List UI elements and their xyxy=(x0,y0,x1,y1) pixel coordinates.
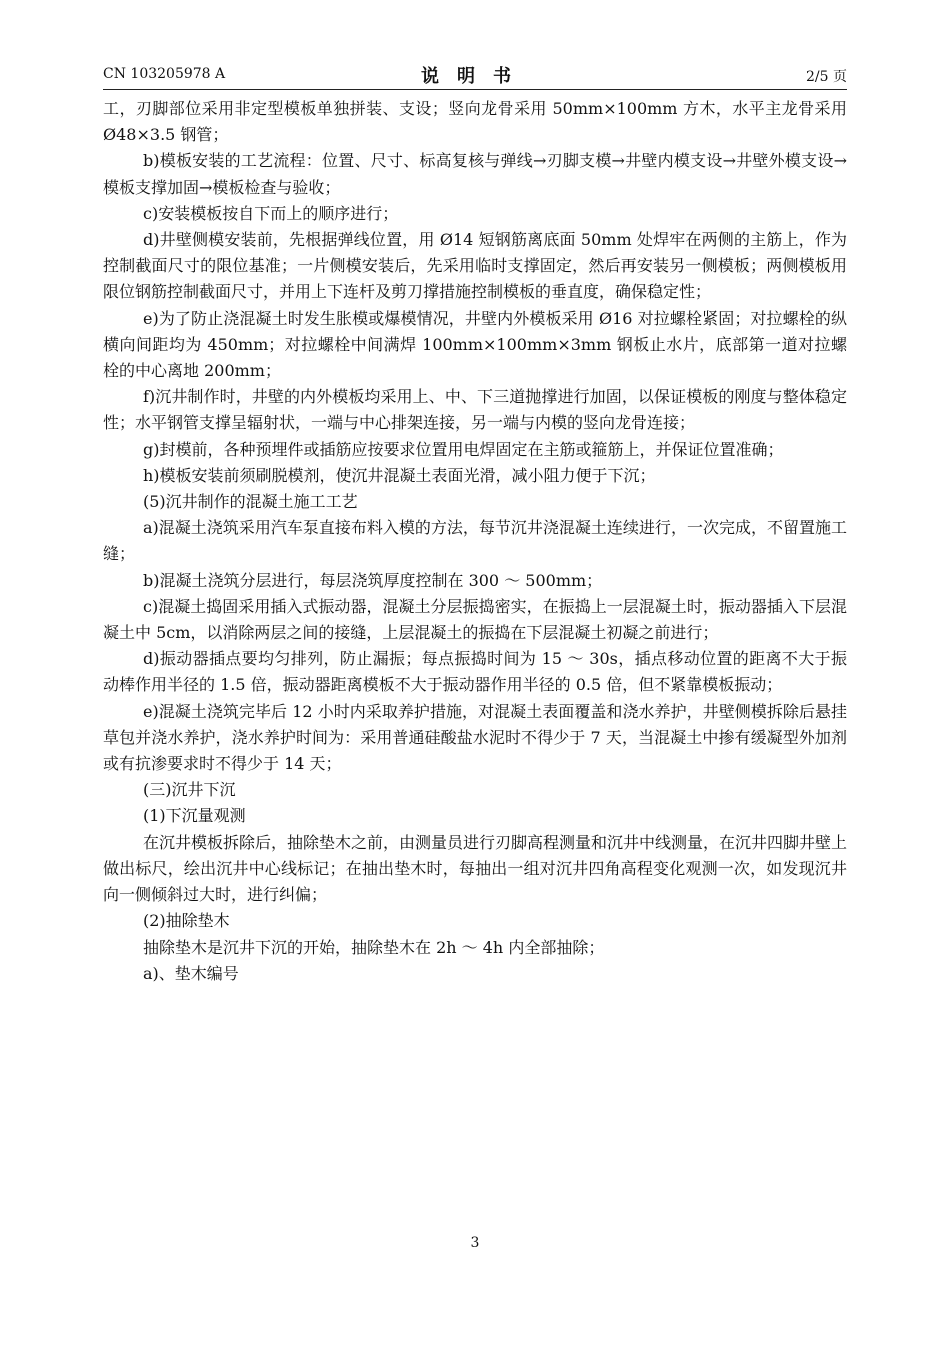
section-title: 说明书 xyxy=(421,66,529,87)
paragraph: e)混凝土浇筑完毕后 12 小时内采取养护措施，对混凝土表面覆盖和浇水养护，井壁侧模拆除后悬挂草包并浇水养护，浇水养护时间为：采用普通硅酸盐水泥时不得少于 7 天，当混凝土中掺有缓凝型外加剂或有抗渗要求时不得少于 14 天； xyxy=(103,701,847,774)
paragraph: b)模板安装的工艺流程：位置、尺寸、标高复核与弹线→刃脚支模→井壁内模支设→井壁外模支设→模板支撑加固→模板检查与验收； xyxy=(103,151,847,197)
patent-number: CN 103205978 A xyxy=(103,66,226,82)
header-divider xyxy=(103,89,847,90)
section-heading: (三)沉井下沉 xyxy=(143,780,236,800)
page-header xyxy=(103,62,847,88)
paragraph: e)为了防止浇混凝土时发生胀模或爆模情况，井壁内外模板采用 Ø16 对拉螺栓紧固；对拉螺栓的纵横向间距均为 450mm；对拉螺栓中间满焊 100mm×100mm×3mm 钢板止水片，底部第一道对拉螺栓的中心离地 200mm； xyxy=(103,308,847,381)
paragraph: a)混凝土浇筑采用汽车泵直接布料入模的方法，每节沉井浇混凝土连续进行，一次完成，不留置施工缝； xyxy=(103,518,847,564)
paragraph: a)、垫木编号 xyxy=(143,963,239,983)
paragraph: d)振动器插点要均匀排列，防止漏振；每点振捣时间为 15 ～ 30s，插点移动位置的距离不大于振动棒作用半径的 1.5 倍，振动器距离模板不大于振动器作用半径的 0.5 倍，但不紧靠模板振动； xyxy=(103,649,847,695)
document-body xyxy=(103,96,847,987)
page-indicator: 2/5 页 xyxy=(806,69,847,85)
section-heading: (2)抽除垫木 xyxy=(143,911,230,931)
paragraph: d)井壁侧模安装前，先根据弹线位置，用 Ø14 短钢筋离底面 50mm 处焊牢在两侧的主筋上，作为控制截面尺寸的限位基准；一片侧模安装后，先采用临时支撑固定，然后再安装另一侧模板；两侧模板用限位钢筋控制截面尺寸，并用上下连杆及剪刀撑措施控制模板的垂直度，确保稳定性； xyxy=(103,230,847,302)
paragraph: 抽除垫木是沉井下沉的开始，抽除垫木在 2h ～ 4h 内全部抽除； xyxy=(143,937,605,957)
paragraph: c)安装模板按自下而上的顺序进行； xyxy=(143,203,399,223)
paragraph: 工，刃脚部位采用非定型模板单独拼装、支设；竖向龙骨采用 50mm×100mm 方木，水平主龙骨采用 Ø48×3.5 钢管； xyxy=(103,99,847,145)
paragraph: h)模板安装前须刷脱模剂，使沉井混凝土表面光滑，减小阻力便于下沉； xyxy=(143,465,656,485)
paragraph: c)混凝土捣固采用插入式振动器，混凝土分层振捣密实，在振捣上一层混凝土时，振动器插入下层混凝土中 5cm，以消除两层之间的接缝，上层混凝土的振捣在下层混凝土初凝之前进行； xyxy=(103,596,847,643)
page-number: 3 xyxy=(470,1235,480,1251)
paragraph: 在沉井模板拆除后，抽除垫木之前，由测量员进行刃脚高程测量和沉井中线测量，在沉井四脚井壁上做出标尺，绘出沉井中心线标记；在抽出垫木时，每抽出一组对沉井四角高程变化观测一次，如发现沉井向一侧倾斜过大时，进行纠偏； xyxy=(103,832,848,905)
paragraph: b)混凝土浇筑分层进行，每层浇筑厚度控制在 300 ～ 500mm； xyxy=(143,570,603,590)
paragraph: f)沉井制作时，井壁的内外模板均采用上、中、下三道抛撑进行加固，以保证模板的刚度与整体稳定性；水平钢管支撑呈辐射状，一端与中心排架连接，另一端与内模的竖向龙骨连接； xyxy=(103,387,847,433)
paragraph: g)封模前，各种预埋件或插筋应按要求位置用电焊固定在主筋或箍筋上，并保证位置准确； xyxy=(143,439,784,459)
section-heading: (1)下沉量观测 xyxy=(143,806,246,826)
section-heading: (5)沉井制作的混凝土施工工艺 xyxy=(143,492,358,512)
